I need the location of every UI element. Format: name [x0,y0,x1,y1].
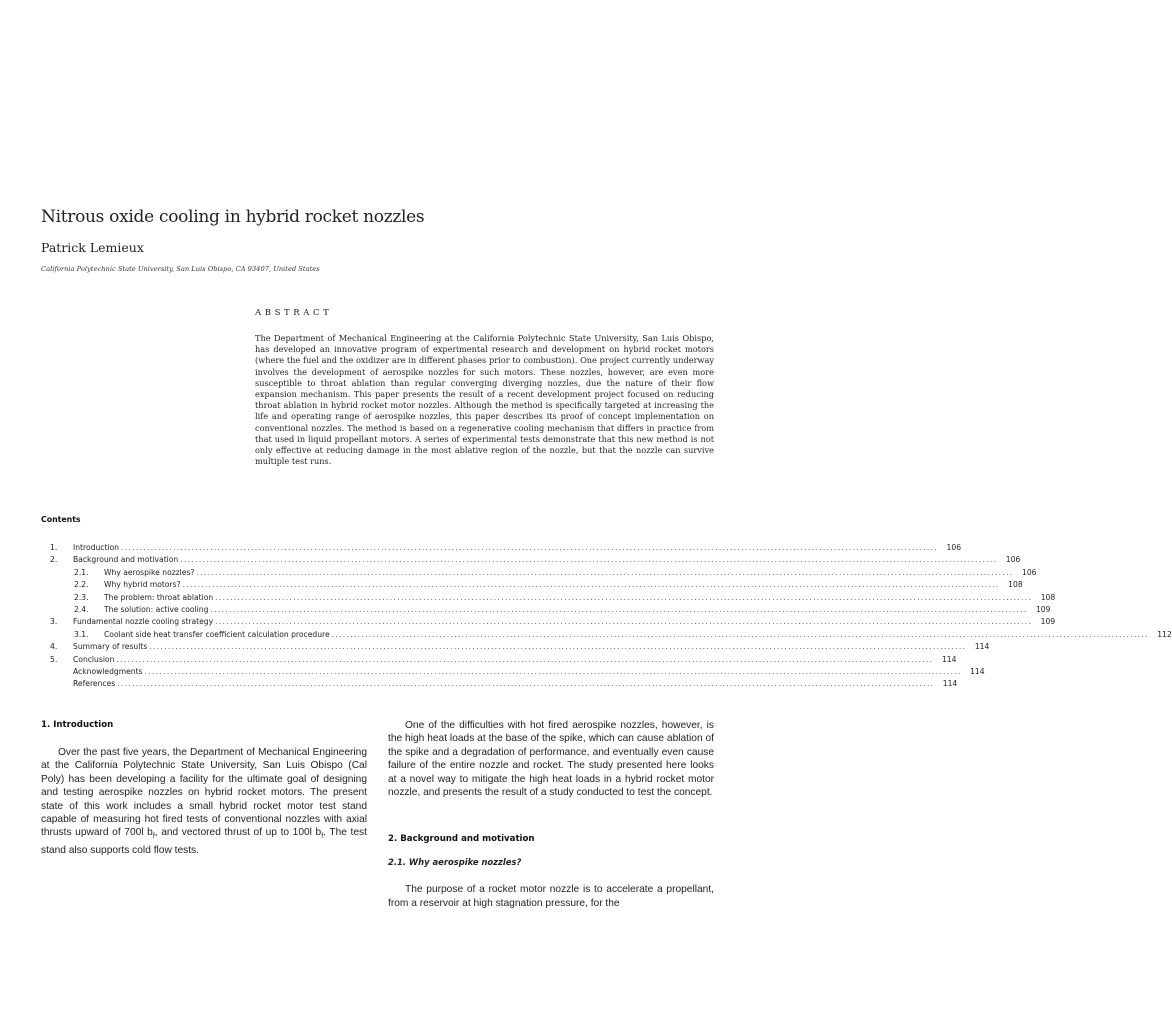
paragraph-text: , and vectored thrust of up to 100l b [154,827,322,839]
toc-entry-active-cooling[interactable] [50,604,1051,616]
toc-page-number: 106 [1005,555,1021,565]
toc-title: Coolant side heat transfer coefficient calculation procedure [104,629,330,639]
toc-number: 2.4. [74,604,89,614]
subscript-f: f [152,833,155,841]
toc-entry-heat-transfer[interactable] [50,629,1172,641]
toc-entry-why-hybrid[interactable] [50,579,1023,591]
toc-title: The solution: active cooling [104,604,209,614]
toc-number: 1. [50,543,58,552]
toc-entry-acknowledgments[interactable] [50,666,985,678]
toc-number: 2.2. [74,580,89,590]
toc-leader-dots: ............................................................................................................................................................................................................................ [144,666,962,676]
toc-number: 2. [50,555,58,565]
paragraph-text: . The test stand also supports cold flow tests. [41,827,367,856]
author-affiliation: California Polytechnic State University, San Luis Obispo, CA 93407, United States [41,265,320,273]
toc-title: Why hybrid motors? [104,580,181,590]
toc-leader-dots: ............................................................................................................................................................................................................................ [116,654,934,664]
toc-leader-dots: ............................................................................................................................................................................................................................ [215,617,1033,627]
toc-leader-dots: ............................................................................................................................................................................................................................ [196,567,1014,577]
toc-leader-dots: ............................................................................................................................................................................................................................ [121,543,939,552]
toc-number: 3.1. [74,629,89,639]
toc-title: Acknowledgments [73,666,143,676]
toc-title: Introduction [73,543,119,552]
toc-title: Background and motivation [73,555,179,565]
toc-page-number: 114 [942,679,958,689]
toc-title: Fundamental nozzle cooling strategy [73,617,214,627]
toc-number: 2.3. [74,592,89,602]
toc-page-number: 114 [941,654,957,664]
subsection-heading-why-aerospike: 2.1. Why aerospike nozzles? [388,857,522,868]
subscript-f: f [321,833,324,841]
toc-entry-throat-ablation[interactable] [50,592,1056,604]
toc-page-number: 106 [1022,567,1037,577]
paragraph-text: Over the past five years, the Department of Mechanical Engineering at the California Polytechnic State University, San Luis Obispo (Cal Poly) has been developing a facility for the ultimate goal of designing and testing aerospike nozzles on hybrid rocket motors. The present state of this work includes a small hybrid rocket motor test stand capable of measuring hot fired tests of conventional nozzles with axial thrusts upward of 700l b [41,747,367,839]
toc-page-number: 114 [970,666,985,676]
toc-number: 2.1. [74,567,89,577]
toc-number: 5. [50,654,58,664]
introduction-paragraph-continued: One of the difficulties with hot fired aerospike nozzles, however, is the high heat loads at the base of the spike, which can cause ablation of the spike and a degradation of performance, and eventually even cause failure of the entire nozzle and rocket. The study presented here looks at a novel way to mitigate the high heat loads in a hybrid rocket motor nozzle, and presents the result of a study conducted to test the concept. [388,720,714,799]
toc-leader-dots: ............................................................................................................................................................................................................................ [331,629,1149,639]
toc-leader-dots: ............................................................................................................................................................................................................................ [182,580,1000,590]
body-column-right [388,719,714,910]
toc-entry-introduction[interactable] [50,542,962,554]
toc-title: Why aerospike nozzles? [104,567,195,577]
aerospike-paragraph: The purpose of a rocket motor nozzle is to accelerate a propellant, from a reservoir at high stagnation pressure, for the [388,884,714,909]
toc-title: The problem: throat ablation [104,592,214,602]
paper-title: Nitrous oxide cooling in hybrid rocket nozzles [41,207,425,227]
toc-page-number: 106 [946,543,962,552]
toc-leader-dots: ............................................................................................................................................................................................................................ [210,604,1028,614]
body-column-left [41,719,367,857]
toc-entry-conclusion[interactable] [50,654,957,666]
contents-heading: Contents [41,515,81,524]
toc-leader-dots: ............................................................................................................................................................................................................................ [117,679,935,689]
toc-page-number: 109 [1035,604,1051,614]
toc-entry-references[interactable] [50,678,958,690]
toc-title: References [73,679,116,689]
table-of-contents [50,542,1172,691]
toc-leader-dots: ............................................................................................................................................................................................................................ [149,642,967,652]
toc-page-number: 108 [1008,580,1023,590]
toc-title: Summary of results [73,642,148,652]
toc-entry-summary[interactable] [50,641,990,653]
author-name: Patrick Lemieux [41,240,144,255]
toc-leader-dots: ............................................................................................................................................................................................................................ [180,555,998,565]
toc-leader-dots: ............................................................................................................................................................................................................................ [215,592,1033,602]
section-heading-introduction: 1. Introduction [41,720,114,730]
toc-title: Conclusion [73,654,115,664]
toc-page-number: 109 [1040,617,1056,627]
toc-entry-background[interactable] [50,554,1021,566]
abstract-heading: ABSTRACT [255,308,333,318]
toc-page-number: 112 [1157,629,1172,639]
toc-number: 3. [50,617,58,627]
section-heading-background: 2. Background and motivation [388,834,535,845]
toc-number: 4. [50,642,58,652]
toc-entry-cooling-strategy[interactable] [50,616,1056,628]
abstract-text: The Department of Mechanical Engineering at the California Polytechnic State University, San Luis Obispo, has developed an innovative program of experimental research and development on hybrid rocket motors (where the fuel and the oxidizer are in different phases prior to combustion). One project currently underway involves the development of aerospike nozzles for such motors. These nozzles, however, are even more susceptible to throat ablation than regular converging diverging nozzles, due the nature of their flow expansion mechanism. This paper presents the result of a recent development project focused on reducing throat ablation in hybrid rocket motor nozzles. Although the method is specifically targeted at increasing the life and operating range of aerospike nozzles, this paper describes its proof of concept implementation on conventional nozzles. The method is based on a regenerative cooling mechanism that differs in practice from that used in liquid propellant motors. A series of experimental tests demonstrate that this new method is not only effective at reducing damage in the most ablative region of the nozzle, but that the nozzle can survive multiple test runs. [255,333,714,467]
toc-page-number: 114 [974,642,990,652]
toc-entry-why-aerospike[interactable] [50,567,1037,579]
toc-page-number: 108 [1040,592,1056,602]
introduction-paragraph [41,746,367,857]
